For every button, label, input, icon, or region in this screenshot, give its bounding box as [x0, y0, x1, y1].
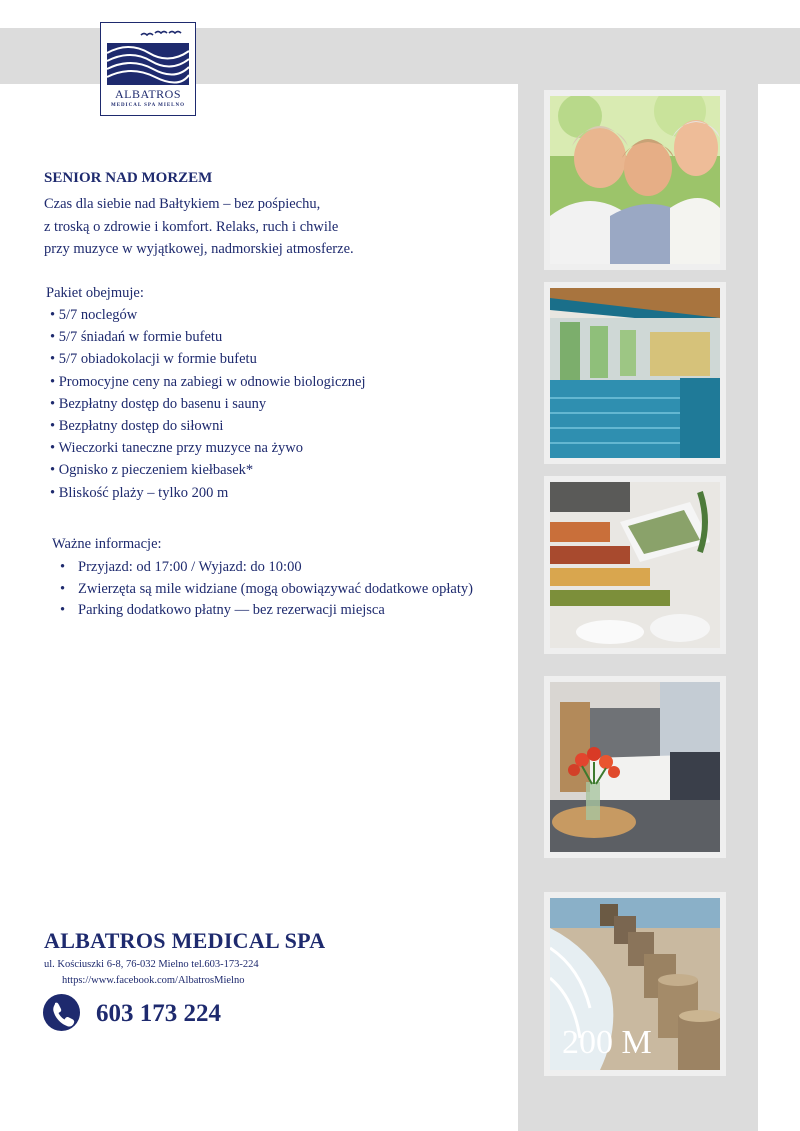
package-item: • Promocyjne ceny na zabiegi w odnowie biologicznej	[50, 371, 506, 393]
facebook-link[interactable]: https://www.facebook.com/AlbatrosMielno	[62, 975, 245, 986]
package-item: • Wieczorki taneczne przy muzyce na żywo	[50, 437, 506, 459]
beach-photo	[544, 892, 726, 1076]
phone-icon	[43, 994, 80, 1031]
package-item: • Bezpłatny dostęp do basenu i sauny	[50, 393, 506, 415]
info-section	[52, 533, 492, 622]
contact-address	[44, 957, 259, 989]
pool-photo	[544, 282, 726, 464]
package-list	[46, 304, 506, 504]
intro-section	[44, 170, 484, 261]
logo-name: ALBATROS	[114, 87, 181, 101]
albatros-waves-logo-icon	[101, 23, 195, 87]
package-section	[46, 282, 506, 504]
brand-name: ALBATROS MEDICAL SPA	[44, 928, 326, 953]
package-title: Pakiet obejmuje:	[46, 285, 144, 301]
info-item: • Przyjazd: od 17:00 / Wyjazd: do 10:00	[52, 557, 492, 579]
beach-distance-label: 200 M	[562, 1024, 652, 1061]
phone-number[interactable]: 603 173 224	[96, 1000, 221, 1027]
logo-subtitle: MEDICAL SPA MIELNO	[110, 103, 186, 108]
intro-line: przy muzyce w wyjątkowej, nadmorskiej atmosferze.	[44, 241, 354, 257]
intro-line: z troską o zdrowie i komfort. Relaks, ruch i chwile	[44, 218, 339, 235]
seniors-photo	[544, 90, 726, 270]
offer-title: SENIOR NAD MORZEM	[44, 170, 213, 186]
package-item: • 5/7 noclegów	[50, 304, 506, 326]
logo	[100, 22, 196, 116]
info-item: • Parking dodatkowo płatny — bez rezerwacji miejsca	[52, 600, 492, 622]
package-item: • Bliskość plaży – tylko 200 m	[50, 482, 506, 504]
package-item: • Ognisko z pieczeniem kiełbasek*	[50, 459, 506, 481]
info-item: • Zwierzęta są mile widziane (mogą obowiązywać dodatkowe opłaty)	[52, 579, 492, 601]
info-title: Ważne informacje:	[52, 536, 162, 552]
info-list	[52, 557, 492, 622]
intro-line: Czas dla siebie nad Bałtykiem – bez pośpiechu,	[44, 196, 321, 212]
package-item: • 5/7 obiadokolacji w formie bufetu	[50, 348, 506, 370]
room-photo	[544, 676, 726, 858]
package-item: • Bezpłatny dostęp do siłowni	[50, 415, 506, 437]
buffet-photo	[544, 476, 726, 654]
package-item: • 5/7 śniadań w formie bufetu	[50, 326, 506, 348]
address-line: ul. Kościuszki 6-8, 76-032 Mielno tel.603-173-224	[44, 959, 259, 970]
